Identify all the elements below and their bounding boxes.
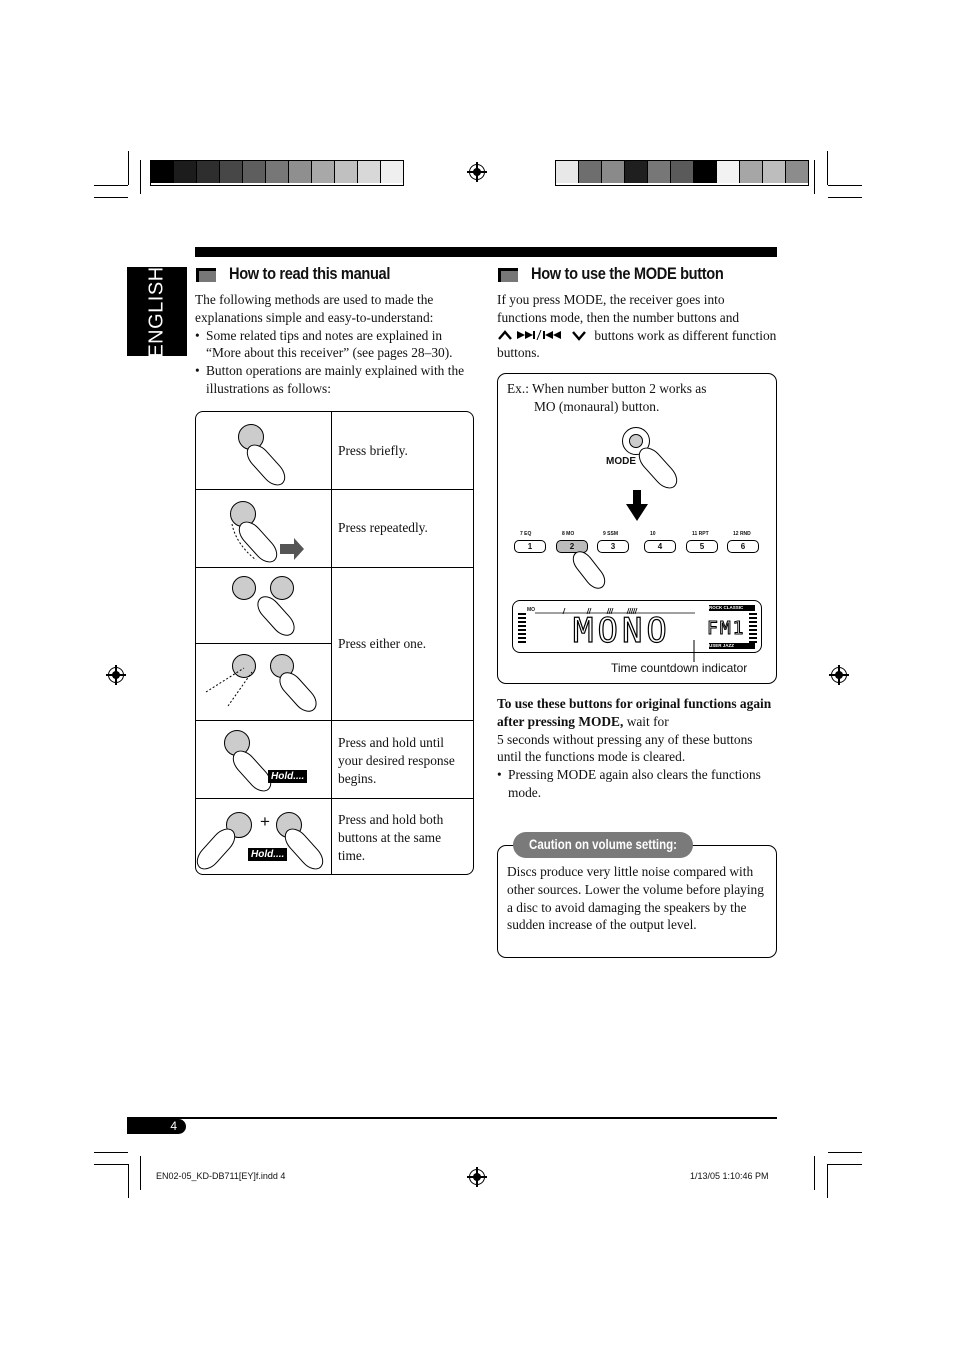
bullet-item: • Some related tips and notes are explained in “More about this receiver” (see pages 28–30). — [195, 327, 480, 363]
bullet-item: • Pressing MODE again also clears the functions mode. — [497, 766, 777, 802]
mode-intro-line-text: buttons work as different function buttons. — [497, 327, 777, 361]
crop-mark — [140, 160, 141, 194]
caution-title: Caution on volume setting: — [529, 837, 677, 852]
crop-mark — [94, 1164, 128, 1165]
finger-illustration — [275, 667, 322, 716]
table-row-text: Press briefly. — [338, 443, 408, 458]
crop-mark — [140, 1156, 141, 1190]
crop-mark — [828, 197, 862, 198]
crop-mark — [128, 151, 129, 185]
caution-title-tab — [513, 832, 693, 858]
arrow-down-icon — [626, 490, 648, 522]
color-swatch — [579, 161, 602, 183]
navigation-buttons-icon — [497, 329, 591, 341]
color-swatch — [694, 161, 717, 183]
example-line-1: Ex.: When number button 2 works as — [507, 381, 707, 396]
table-divider — [196, 798, 474, 799]
display-band-text: FM1 — [707, 618, 746, 639]
section-folder-icon — [498, 268, 518, 282]
example-caption — [507, 380, 772, 416]
color-swatch — [312, 161, 335, 183]
color-swatch — [556, 161, 579, 183]
crop-mark — [828, 1164, 862, 1165]
usage-bold: To use these buttons for original functions again after pressing MODE, — [497, 696, 772, 729]
color-swatch — [358, 161, 381, 183]
lcd-display — [512, 600, 762, 653]
file-info: EN02-05_KD-DB711[EY]f.indd 4 — [156, 1171, 286, 1181]
color-swatch — [740, 161, 763, 183]
usage-rest: wait for — [623, 713, 669, 729]
crop-mark — [128, 1164, 129, 1198]
section-heading: How to read this manual — [229, 264, 391, 283]
number-button-label: 8 MO — [562, 531, 575, 537]
number-button-4: 4 — [644, 540, 676, 553]
alternate-finger-icon — [204, 658, 264, 710]
bottom-rule — [127, 1117, 777, 1119]
crop-mark — [827, 151, 828, 185]
bullet-item: • Button operations are mainly explained with the illustrations as follows: — [195, 362, 480, 398]
table-divider — [196, 720, 474, 721]
button-operation-table — [195, 411, 474, 875]
color-swatch — [671, 161, 694, 183]
language-label: ENGLISH — [145, 265, 168, 358]
display-main-text: MONO — [573, 611, 671, 651]
mode-intro-text — [497, 291, 777, 362]
color-swatch — [625, 161, 648, 183]
table-divider — [196, 643, 331, 644]
hold-badge: Hold.... — [268, 770, 307, 783]
bar-meter-icon — [516, 613, 530, 649]
usage-line — [497, 695, 777, 731]
registration-mark-icon — [831, 667, 847, 683]
top-rule — [195, 247, 777, 257]
arrow-right-icon — [226, 504, 336, 564]
finger-illustration — [195, 824, 240, 875]
color-swatch — [335, 161, 358, 183]
display-tag-bar — [709, 643, 755, 649]
color-swatch — [243, 161, 266, 183]
table-row-text: Press and hold until your desired response begins. — [338, 735, 455, 786]
number-button-label: 12 RND — [733, 531, 751, 537]
display-tag-bar — [709, 605, 755, 611]
registration-mark-icon — [469, 164, 485, 180]
mode-label: MODE — [606, 456, 636, 467]
number-button-label: 10 — [650, 531, 656, 537]
color-swatch — [717, 161, 740, 183]
display-mo-indicator: MO — [527, 607, 536, 613]
table-divider — [196, 489, 474, 490]
finger-illustration — [242, 440, 290, 491]
section-heading: How to use the MODE button — [531, 264, 724, 283]
caution-text: Discs produce very little noise compared with other sources. Lower the volume before playing a disc to avoid damaging the speakers by the sudden increase of the output level. — [507, 864, 764, 933]
number-button-label: 9 SSM — [603, 531, 619, 537]
display-tag: ROCK — [709, 605, 723, 610]
number-button-3: 3 — [597, 540, 629, 553]
color-swatch — [220, 161, 243, 183]
usage-text — [497, 695, 777, 802]
number-button-1: 1 — [514, 540, 546, 553]
table-row-text: Press either one. — [338, 636, 427, 651]
color-swatch — [763, 161, 786, 183]
crop-mark — [94, 1152, 128, 1153]
display-tag: CLASSIC — [723, 605, 744, 610]
table-row-text: Press repeatedly. — [338, 520, 428, 535]
color-swatch — [289, 161, 312, 183]
color-swatch — [151, 161, 174, 183]
color-bar-left — [150, 160, 404, 186]
crop-mark — [94, 197, 128, 198]
example-line-2: MO (monaural) button. — [534, 398, 660, 414]
indicator-caption: Time countdown indicator — [611, 661, 748, 675]
display-tag: USER — [709, 643, 722, 648]
timestamp: 1/13/05 1:10:46 PM — [690, 1171, 769, 1181]
color-swatch — [648, 161, 671, 183]
crop-mark — [94, 185, 128, 186]
registration-mark-icon — [469, 1169, 485, 1185]
table-divider — [196, 567, 474, 568]
table-divider — [331, 412, 332, 875]
crop-mark — [814, 160, 815, 194]
intro-paragraph: The following methods are used to made the explanations simple and easy-to-understand: — [195, 292, 434, 325]
number-button-2: 2 — [556, 540, 588, 553]
table-row-text: Press and hold both buttons at the same time. — [338, 812, 444, 863]
registration-mark-icon — [108, 667, 124, 683]
color-swatch — [786, 161, 808, 183]
intro-text — [195, 291, 480, 398]
color-swatch — [602, 161, 625, 183]
color-swatch — [381, 161, 403, 183]
crop-mark — [827, 1164, 828, 1198]
display-tag: JAZZ — [722, 643, 735, 648]
color-swatch — [197, 161, 220, 183]
crop-mark — [828, 185, 862, 186]
page-number: 4 — [127, 1119, 186, 1134]
button-illustration — [270, 576, 294, 600]
color-swatch — [174, 161, 197, 183]
number-button-5: 5 — [686, 540, 718, 553]
mode-intro-line: If you press MODE, the receiver goes into functions mode, then the number buttons and — [497, 292, 740, 325]
color-bar-right — [555, 160, 809, 186]
usage-line-2: 5 seconds without pressing any of these buttons until the functions mode is cleared. — [497, 731, 753, 765]
hold-badge: Hold.... — [248, 848, 287, 861]
section-folder-icon — [196, 268, 216, 282]
color-swatch — [266, 161, 289, 183]
crop-mark — [814, 1156, 815, 1190]
number-button-label: 11 RPT — [692, 531, 709, 537]
mode-intro-line-2 — [497, 327, 777, 363]
language-tab — [127, 267, 187, 356]
number-button-label: 7 EQ — [520, 531, 532, 537]
crop-mark — [828, 1152, 862, 1153]
button-illustration — [232, 576, 256, 600]
plus-sign: + — [260, 812, 270, 831]
number-button-6: 6 — [727, 540, 759, 553]
